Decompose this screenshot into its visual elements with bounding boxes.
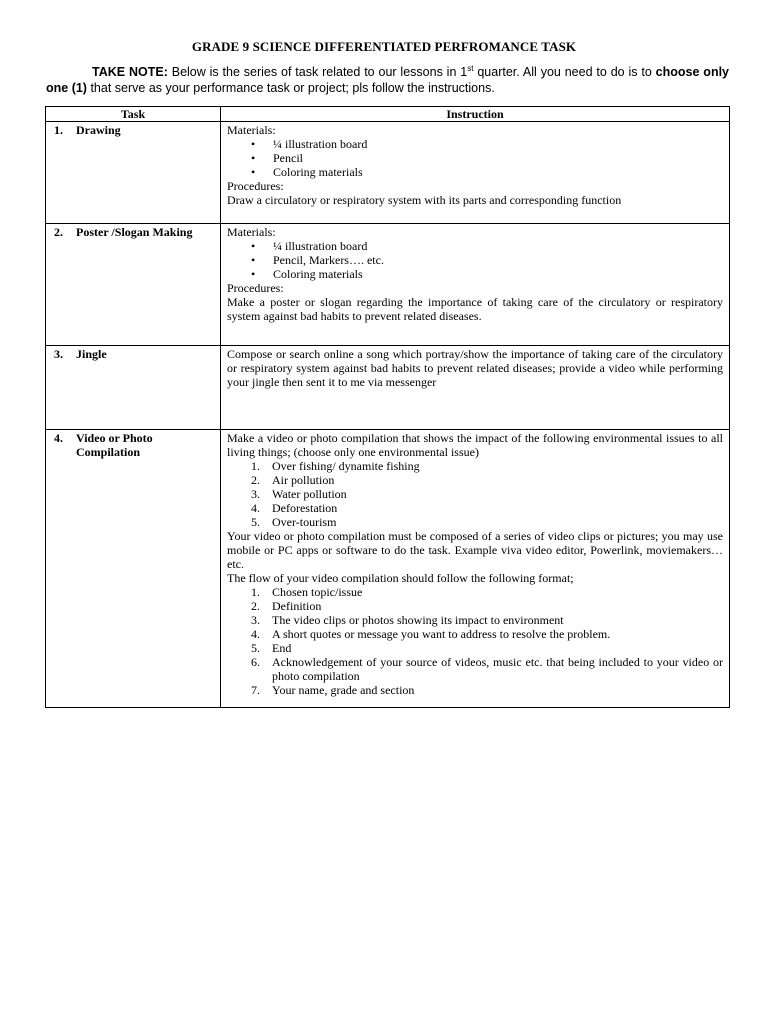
list-item: 1. Chosen topic/issue [251,585,363,599]
table-header-row [46,107,730,122]
materials-label: Materials: [227,225,276,239]
task-cell [46,430,221,708]
materials-list [227,239,723,281]
list-item: 4. Deforestation [251,501,338,515]
procedures-text: Draw a circulatory or respiratory system with its parts and corresponding function [227,193,622,207]
procedures-label: Procedures: [227,281,284,295]
instruction-cell [221,122,730,224]
note-text-2: quarter. All you need to do is to [473,65,656,79]
list-item: 4. A short quotes or message you want to address to resolve the problem. [251,627,611,641]
list-item: • ¼ illustration board [227,239,723,253]
table-row [46,224,730,346]
take-note-paragraph [46,64,729,96]
task-cell [46,122,221,224]
list-item: 3. The video clips or photos showing its impact to environment [251,613,564,627]
table-row [46,346,730,430]
procedures-label: Procedures: [227,179,284,193]
list-item: 1. Over fishing/ dynamite fishing [251,459,420,473]
list-item: 5. Over-tourism [251,515,337,529]
list-item: 7. Your name, grade and section [251,683,415,697]
list-item: 5. End [251,641,292,655]
list-item: • ¼ illustration board [227,137,723,151]
task-cell [46,224,221,346]
task-number: 1. [54,123,63,137]
materials-list [227,137,723,179]
list-item: 3. Water pollution [251,487,347,501]
note-bold-choose: choose only one (1) [46,65,730,95]
note-text-1: Below is the series of task related to our lessons in 1 [167,65,468,79]
table-row [46,430,730,708]
list-item: • Pencil, Markers…. etc. [227,253,723,267]
compilation-flow: The flow of your video compilation should follow the following format; [227,571,574,585]
task-name: Drawing [76,123,121,137]
task-number: 2. [54,225,63,239]
compilation-intro: Make a video or photo compilation that shows the impact of the following environmental issues to all living things; (choose only one environmental issue) [227,431,723,459]
list-item: 2. Definition [251,599,322,613]
task-cell [46,346,221,430]
task-name: Video or Photo Compilation [76,431,153,459]
jingle-text: Compose or search online a song which portray/show the importance of taking care of the circulatory or respiratory system against bad habits to prevent related diseases; provide a video while performing your jingle then sent it to me via messenger [227,347,723,389]
list-item: • Coloring materials [227,267,723,281]
note-text-3: that serve as your performance task or project; pls follow the instructions. [86,81,495,95]
list-item: • Pencil [227,151,723,165]
task-table [45,106,730,708]
instruction-cell [221,346,730,430]
task-number: 3. [54,347,63,361]
page-title: GRADE 9 SCIENCE DIFFERENTIATED PERFROMANCE TASK [191,39,577,54]
take-note-label: TAKE NOTE: [92,65,168,79]
table-row [46,122,730,224]
list-item: 6. Acknowledgement of your source of videos, music etc. that being included to your video or photo compilation [251,655,723,683]
instruction-cell [221,430,730,708]
list-item: • Coloring materials [227,165,723,179]
compilation-middle: Your video or photo compilation must be composed of a series of video clips or pictures; you may use mobile or PC apps or software to do the task. Example viva video editor, Powerlink, moviemakers…etc. [227,529,723,571]
header-task: Task [46,107,221,122]
task-name: Poster /Slogan Making [76,225,193,239]
note-superscript: st [467,63,474,73]
instruction-cell [221,224,730,346]
procedures-text: Make a poster or slogan regarding the importance of taking care of the circulatory or respiratory system against bad habits to prevent related diseases. [227,295,723,323]
list-item: 2. Air pollution [251,473,335,487]
materials-label: Materials: [227,123,276,137]
issues-list [227,459,723,529]
task-number: 4. [54,431,63,445]
steps-list [227,585,723,697]
task-name: Jingle [76,347,107,361]
header-instruction: Instruction [221,107,730,122]
